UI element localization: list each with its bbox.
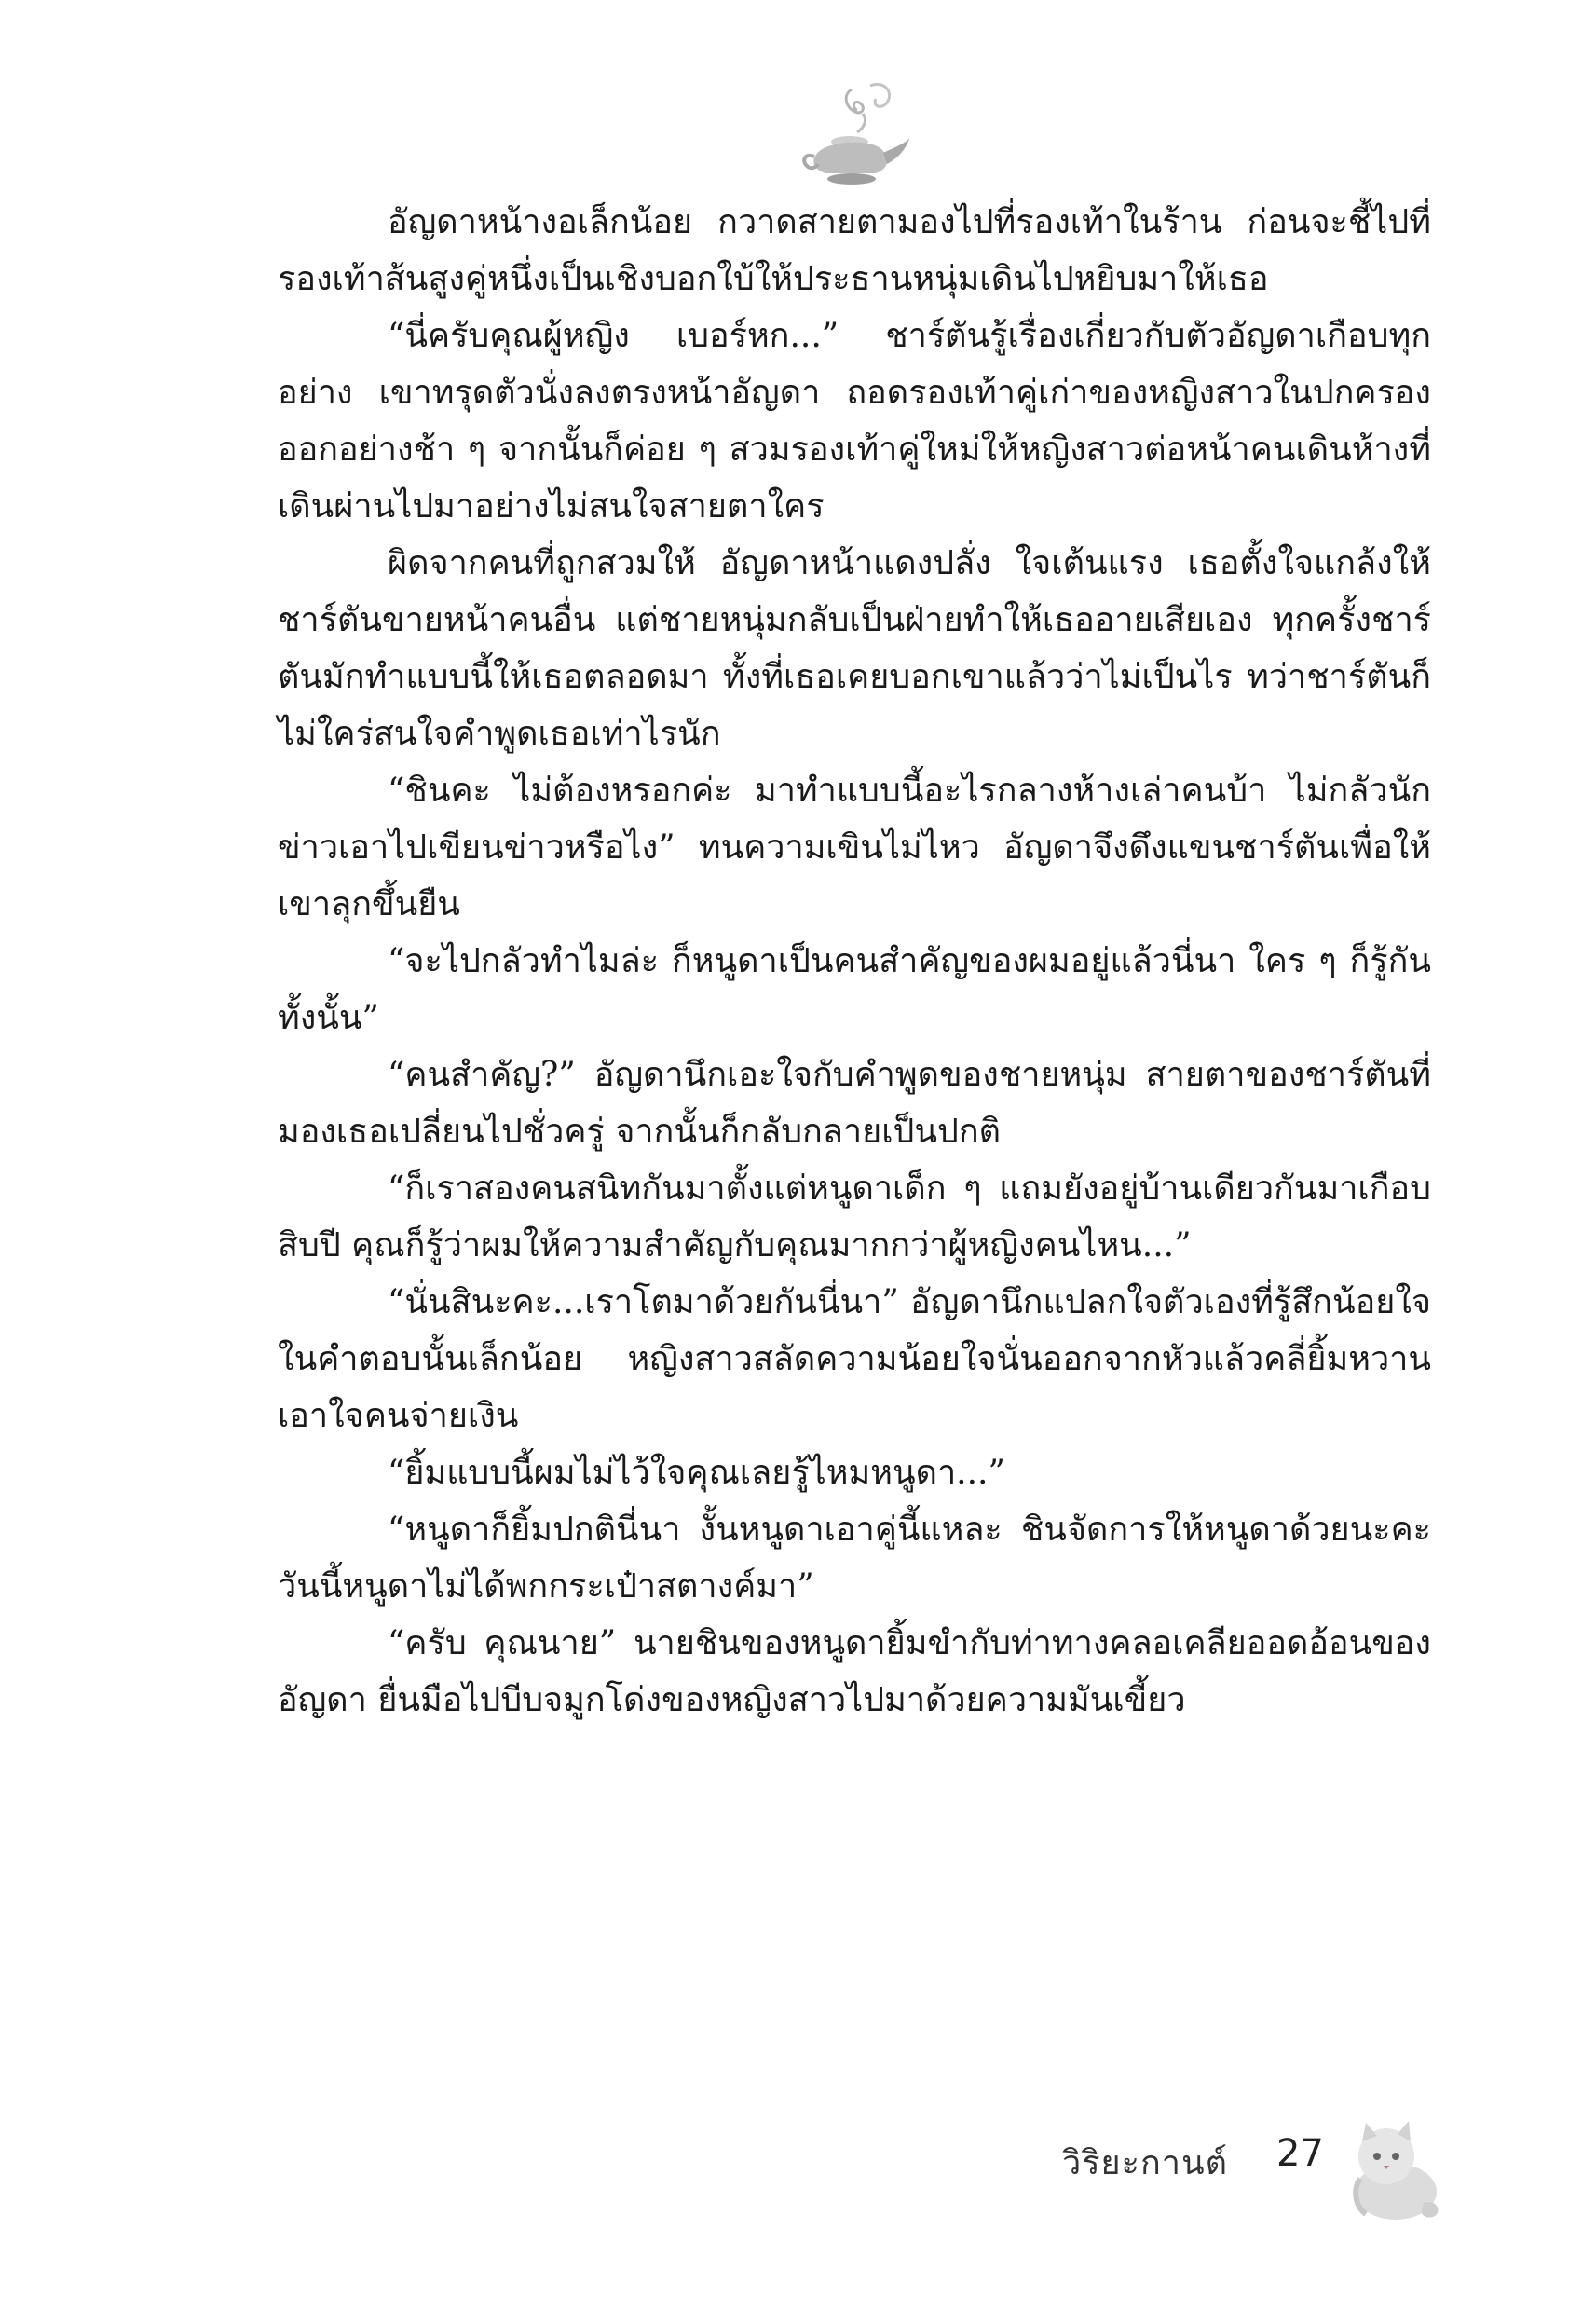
paragraph-5: “จะไปกลัวทำไมล่ะ ก็หนูดาเป็นคนสำคัญของผมอยู่แล้วนี่นา ใคร ๆ ก็รู้กันทั้งนั้น” (278, 942, 1431, 1037)
paragraph-6: “คนสำคัญ?” อัญดานึกเอะใจกับคำพูดของชายหนุ่ม สายตาของชาร์ตันที่มองเธอเปลี่ยนไปชั่วครู่ จากนั้นก็กลับกลายเป็นปกติ (278, 1056, 1431, 1151)
paragraph-8: “นั่นสินะคะ...เราโตมาด้วยกันนี่นา” อัญดานึกแปลกใจตัวเองที่รู้สึกน้อยใจในคำตอบนั้นเล็กน้อย หญิงสาวสลัดความน้อยใจนั่นออกจากหัวแล้วคลี่ยิ้มหวานเอาใจคนจ่ายเงิน (278, 1283, 1431, 1435)
paragraph-9: “ยิ้มแบบนี้ผมไม่ไว้ใจคุณเลยรู้ไหมหนูดา...” (388, 1454, 1005, 1492)
paragraph-2: “นี่ครับคุณผู้หญิง เบอร์หก...” ชาร์ตันรู้เรื่องเกี่ยวกับตัวอัญดาเกือบทุกอย่าง เขาทรุดตัวนั่งลงตรงหน้าอัญดา ถอดรองเท้าคู่เก่าของหญิงสาวในปกครองออกอย่างช้า ๆ จากนั้นก็ค่อย ๆ สวมรองเท้าคู่ใหม่ให้หญิงสาวต่อหน้าคนเดินห้างที่เดินผ่านไปมาอย่างไม่สนใจสายตาใคร (278, 317, 1431, 526)
paragraph-4: “ชินคะ ไม่ต้องหรอกค่ะ มาทำแบบนี้อะไรกลางห้างเล่าคนบ้า ไม่กลัวนักข่าวเอาไปเขียนข่าวหรือไง” ทนความเขินไม่ไหว อัญดาจึงดึงแขนชาร์ตันเพื่อให้เขาลุกขึ้นยืน (278, 772, 1431, 923)
page-number: 27 (1276, 2132, 1324, 2175)
story-text (278, 194, 1431, 2132)
paragraph-1: อัญดาหน้างอเล็กน้อย กวาดสายตามองไปที่รองเท้าในร้าน ก่อนจะชี้ไปที่รองเท้าส้นสูงคู่หนึ่งเป็นเชิงบอกใบ้ให้ประธานหนุ่มเดินไปหยิบมาให้เธอ (278, 203, 1431, 298)
persian-cat-icon (1342, 2113, 1444, 2225)
book-title: วิริยะกานต์ (1062, 2144, 1228, 2182)
paragraph-3: ผิดจากคนที่ถูกสวมให้ อัญดาหน้าแดงปลั่ง ใจเต้นแรง เธอตั้งใจแกล้งให้ชาร์ตันขายหน้าคนอื่น แต่ชายหนุ่มกลับเป็นฝ่ายทำให้เธออายเสียเอง ทุกครั้งชาร์ตันมักทำแบบนี้ให้เธอตลอดมา ทั้งที่เธอเคยบอกเขาแล้วว่าไม่เป็นไร ทว่าชาร์ตันก็ไม่ใคร่สนใจคำพูดเธอเท่าไรนัก (278, 544, 1431, 753)
genie-lamp-icon (798, 76, 913, 188)
paragraph-11: “ครับ คุณนาย” นายชินของหนูดายิ้มขำกับท่าทางคลอเคลียออดอ้อนของอัญดา ยื่นมือไปบีบจมูกโด่งของหญิงสาวไปมาด้วยความมันเขี้ยว (278, 1624, 1431, 1719)
paragraph-7: “ก็เราสองคนสนิทกันมาตั้งแต่หนูดาเด็ก ๆ แถมยังอยู่บ้านเดียวกันมาเกือบสิบปี คุณก็รู้ว่าผมให้ความสำคัญกับคุณมากกว่าผู้หญิงคนไหน...” (278, 1169, 1431, 1265)
page-footer (1062, 2113, 1453, 2244)
paragraph-10: “หนูดาก็ยิ้มปกตินี่นา งั้นหนูดาเอาคู่นี้แหละ ชินจัดการให้หนูดาด้วยนะคะ วันนี้หนูดาไม่ได้พกกระเป๋าสตางค์มา” (278, 1511, 1431, 1606)
